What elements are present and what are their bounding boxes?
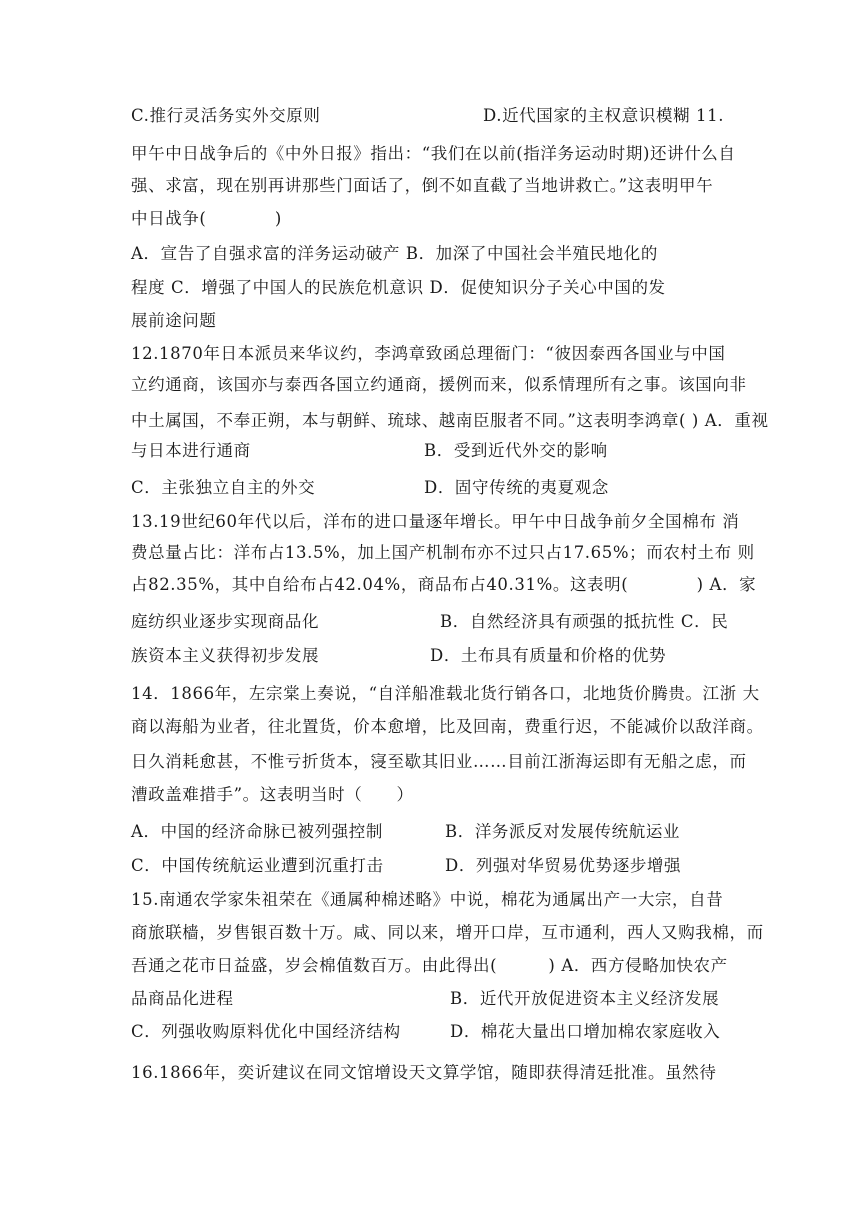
text-line: 立约通商，该国亦与泰西各国立约通商，援例而来，似系情理所有之事。该国向非	[131, 375, 747, 394]
text-line	[131, 441, 608, 461]
text-line: 中日战争( )	[131, 209, 282, 228]
text-line: 占82.35%，其中自给布占42.04%，商品布占40.31%。这表明( ) A．家	[131, 575, 757, 594]
text-line-right: D．列强对华贸易优势逐步增强	[445, 856, 682, 875]
text-line-right: B．受到近代外交的影响	[424, 441, 608, 460]
text-line-left: 品商品化进程	[131, 989, 234, 1008]
text-line-left: C．中国传统航运业遭到沉重打击	[131, 856, 384, 875]
text-line: 中土属国，不奉正朔，本与朝鲜、琉球、越南臣服者不同。”这表明李鸿章( ) A．重视	[131, 411, 769, 430]
text-line: 16.1866年，奕䜣建议在同文馆增设天文算学馆，随即获得清廷批准。虽然待	[131, 1063, 717, 1082]
text-line	[131, 822, 681, 842]
text-line	[131, 612, 729, 632]
text-line	[131, 478, 609, 498]
text-line: 漕政盖难措手”。这表明当时（ ）	[131, 785, 414, 804]
text-line-right: B．自然经济具有顽强的抵抗性 C．民	[440, 612, 729, 631]
text-line	[131, 646, 667, 666]
text-line	[131, 1022, 721, 1042]
text-line: 费总量占比：洋布占13.5%，加上国产机制布亦不过只占17.65%；而农村土布 则	[131, 543, 755, 562]
text-line: 商旅联樯，岁售银百数十万。咸、同以来，增开口岸，互市通利，西人又购我棉，而	[131, 923, 764, 942]
text-line: 吾通之花市日益盛，岁会棉值数百万。由此得出( ) A．西方侵略加快农产	[131, 956, 728, 975]
text-line-left: 庭纺织业逐步实现商品化	[131, 612, 320, 631]
text-line-right: D.近代国家的主权意识模糊 11.	[483, 106, 725, 125]
text-line	[131, 989, 720, 1009]
text-line: 12.1870年日本派员来华议约，李鸿章致函总理衙门：“彼因泰西各国业与中国	[131, 344, 726, 363]
text-line-right: B．洋务派反对发展传统航运业	[445, 822, 681, 841]
text-line-right: D．固守传统的夷夏观念	[424, 478, 609, 497]
text-line-right: D．棉花大量出口增加棉农家庭收入	[450, 1022, 721, 1041]
text-line: 15.南通农学家朱祖荣在《通属种棉述略》中说，棉花为通属出产一大宗，自昔	[131, 890, 724, 909]
text-line-left: C．列强收购原料优化中国经济结构	[131, 1022, 401, 1041]
text-line: 程度 C．增强了中国人的民族危机意识 D．促使知识分子关心中国的发	[131, 278, 666, 297]
text-line-right: B．近代开放促进资本主义经济发展	[450, 989, 720, 1008]
text-line-left: 族资本主义获得初步发展	[131, 646, 320, 665]
text-line-left: C．主张独立自主的外交	[131, 478, 316, 497]
text-line-left: C.推行灵活务实外交原则	[131, 106, 321, 125]
text-line: 商以海船为业者，往北置货，价本愈增，比及回南，费重行迟，不能减价以敌洋商。	[131, 717, 764, 736]
text-line: 甲午中日战争后的《中外日报》指出：“我们在以前(指洋务运动时期)还讲什么自	[131, 144, 736, 163]
text-line	[131, 106, 725, 126]
text-line-right: D．土布具有质量和价格的优势	[430, 646, 667, 665]
text-line	[131, 856, 682, 876]
text-line-left: 与日本进行通商	[131, 441, 251, 460]
text-line: 日久消耗愈甚，不惟亏折货本，寖至歇其旧业……目前江浙海运即有无船之虑，而	[131, 752, 747, 771]
text-line: 13.19世纪60年代以后，洋布的进口量逐年增长。甲午中日战争前夕全国棉布 消	[131, 512, 740, 531]
text-line-left: A．中国的经济命脉已被列强控制	[131, 822, 383, 841]
text-line: 14．1866年，左宗棠上奏说，“自洋船准载北货行销各口，北地货价腾贵。江浙 大	[131, 684, 760, 703]
text-line: 展前途问题	[131, 311, 217, 330]
text-line: 强、求富，现在别再讲那些门面话了，倒不如直截了当地讲救亡。”这表明甲午	[131, 176, 714, 195]
text-line: A．宣告了自强求富的洋务运动破产 B．加深了中国社会半殖民地化的	[131, 244, 658, 263]
